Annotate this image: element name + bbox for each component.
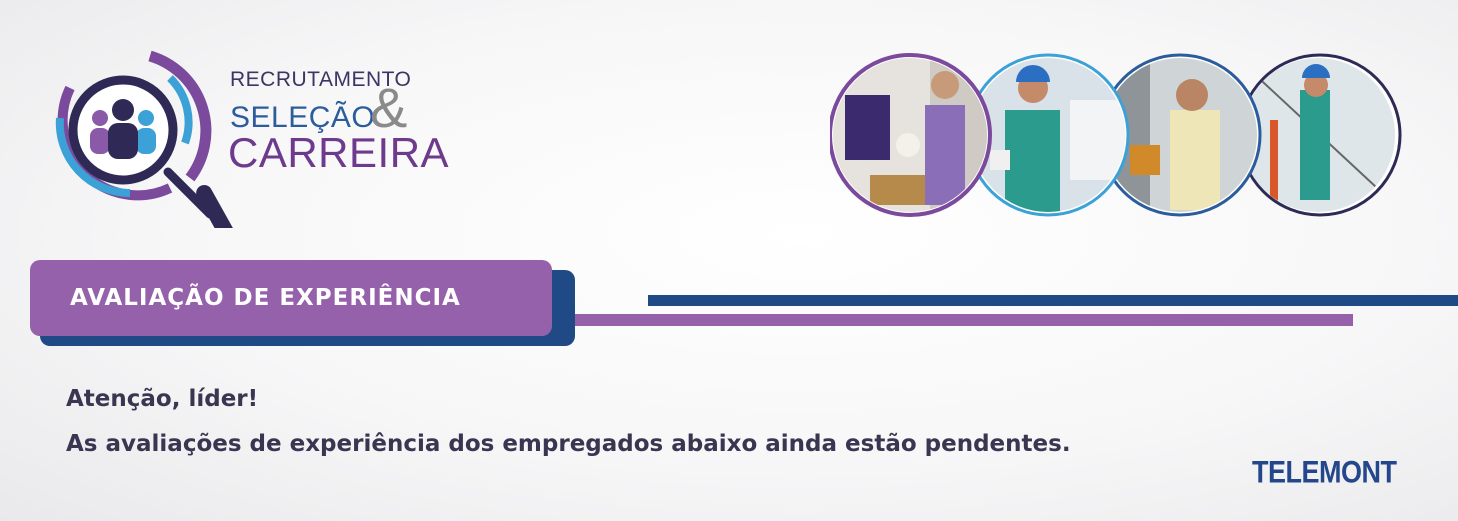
greeting-text: Atenção, líder! bbox=[66, 386, 259, 412]
section-banner bbox=[30, 260, 552, 336]
brand-title bbox=[228, 68, 450, 176]
pending-notice-text: As avaliações de experiência dos empregados abaixo ainda estão pendentes. bbox=[66, 431, 1071, 457]
banner-title: AVALIAÇÃO DE EXPERIÊNCIA bbox=[70, 285, 461, 311]
magnifier-people-logo-icon bbox=[40, 48, 255, 228]
company-logo: TELEMONT bbox=[1252, 455, 1397, 490]
decorative-bar-blue bbox=[648, 295, 1458, 306]
team-photo-strip-icon bbox=[830, 50, 1410, 220]
brand-line-selecao: SELEÇÃO bbox=[230, 101, 376, 134]
brand-line-recrutamento: RECRUTAMENTO bbox=[230, 68, 412, 91]
decorative-bar-purple bbox=[575, 314, 1353, 326]
brand-ampersand: & bbox=[370, 76, 408, 139]
brand-line-carreira: CARREIRA bbox=[228, 129, 450, 176]
